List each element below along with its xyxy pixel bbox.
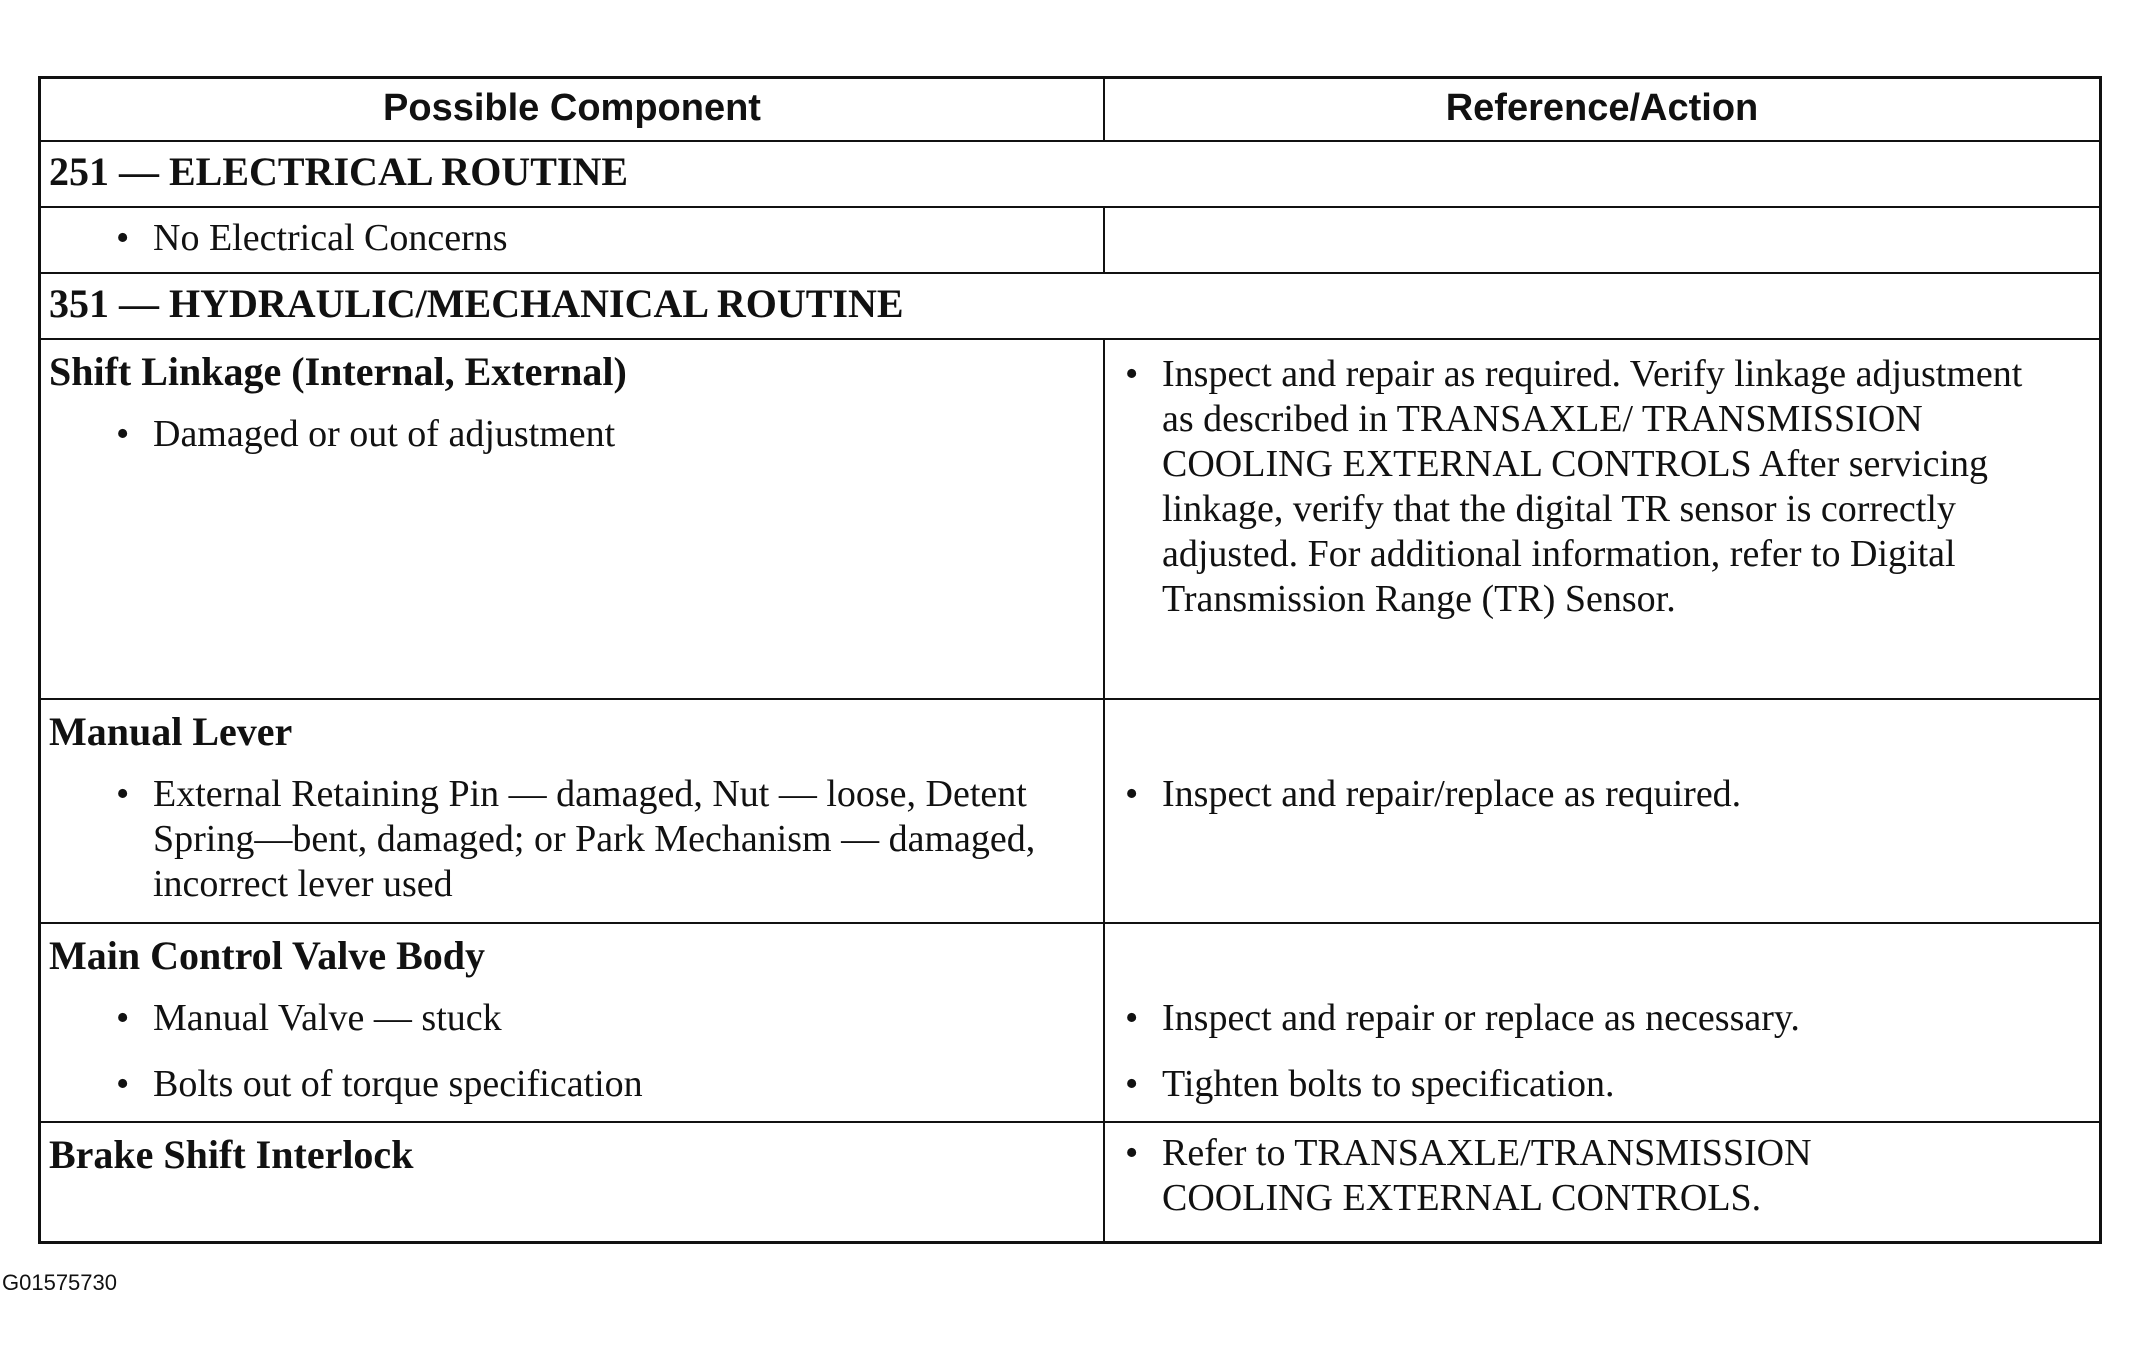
- cell-component: [41, 208, 1105, 272]
- section-row-electrical: [41, 142, 2099, 208]
- cell-component: [41, 1123, 1105, 1244]
- cell-action: [1105, 924, 2099, 1121]
- section-title-hydraulic: 351 — HYDRAULIC/MECHANICAL ROUTINE: [49, 281, 904, 326]
- bullet-icon: •: [116, 773, 130, 815]
- bullet-icon: •: [1125, 353, 1139, 395]
- table-row-shift-linkage: [41, 340, 2099, 700]
- list-item: [116, 772, 1076, 907]
- cell-action: [1105, 340, 2099, 698]
- figure-code: G01575730: [2, 1270, 117, 1295]
- diagnostic-table: [38, 76, 2102, 1244]
- bullet-icon: •: [116, 997, 130, 1039]
- cell-action: [1105, 1123, 2099, 1244]
- table-row-manual-lever: [41, 700, 2099, 924]
- table-row-brake-shift-interlock: [41, 1123, 2099, 1244]
- list-item: [116, 216, 1076, 261]
- item-text: Bolts out of torque specification: [153, 1063, 643, 1105]
- action-text: Tighten bolts to specification.: [1162, 1063, 1615, 1105]
- item-text: No Electrical Concerns: [153, 217, 508, 259]
- component-title: Brake Shift Interlock: [49, 1132, 414, 1177]
- table-row-no-electrical: [41, 208, 2099, 274]
- cell-action: [1105, 700, 2099, 922]
- action-text: Inspect and repair/replace as required.: [1162, 773, 1742, 815]
- list-item: [116, 412, 1076, 457]
- bullet-icon: •: [116, 1063, 130, 1105]
- cell-component: [41, 700, 1105, 922]
- bullet-icon: •: [116, 413, 130, 455]
- item-text: External Retaining Pin — damaged, Nut — loose, Detent Spring—bent, damaged; or Park Mechanism — damaged, incorrect lever used: [153, 773, 1036, 905]
- action-text: Refer to TRANSAXLE/TRANSMISSION COOLING EXTERNAL CONTROLS.: [1162, 1132, 1812, 1219]
- item-text: Damaged or out of adjustment: [153, 413, 616, 455]
- item-text: Manual Valve — stuck: [153, 997, 502, 1039]
- header-possible-component: Possible Component: [383, 87, 761, 129]
- header-cell-component: [41, 79, 1105, 140]
- header-reference-action: Reference/Action: [1445, 87, 1759, 129]
- bullet-icon: •: [116, 217, 130, 259]
- component-title: Shift Linkage (Internal, External): [49, 349, 627, 394]
- action-item: [1125, 996, 2055, 1041]
- list-item: [116, 996, 1076, 1041]
- table-row-main-control-valve: [41, 924, 2099, 1123]
- component-title: Manual Lever: [49, 709, 293, 754]
- cell-component: [41, 924, 1105, 1121]
- section-row-hydraulic: [41, 274, 2099, 340]
- table-header-row: [41, 79, 2099, 142]
- action-text: Inspect and repair or replace as necessary.: [1162, 997, 1800, 1039]
- action-item: [1125, 1131, 1925, 1221]
- action-item: [1125, 1062, 2055, 1107]
- section-title-electrical: 251 — ELECTRICAL ROUTINE: [49, 149, 629, 194]
- cell-action: [1105, 208, 2099, 272]
- cell-component: [41, 340, 1105, 698]
- bullet-icon: •: [1125, 997, 1139, 1039]
- action-item: [1125, 352, 2055, 622]
- action-item: [1125, 772, 2055, 817]
- bullet-icon: •: [1125, 773, 1139, 815]
- header-cell-action: [1105, 79, 2099, 140]
- component-title: Main Control Valve Body: [49, 933, 485, 978]
- list-item: [116, 1062, 1076, 1107]
- bullet-icon: •: [1125, 1063, 1139, 1105]
- action-text: Inspect and repair as required. Verify linkage adjustment as described in TRANSAXLE/ TRANSMISSION COOLING EXTERNAL CONTROLS After servicing linkage, verify that the digital TR sensor is correctly adjusted. For additional information, refer to Digital Transmission Range (TR) Sensor.: [1162, 353, 2023, 620]
- bullet-icon: •: [1125, 1132, 1139, 1174]
